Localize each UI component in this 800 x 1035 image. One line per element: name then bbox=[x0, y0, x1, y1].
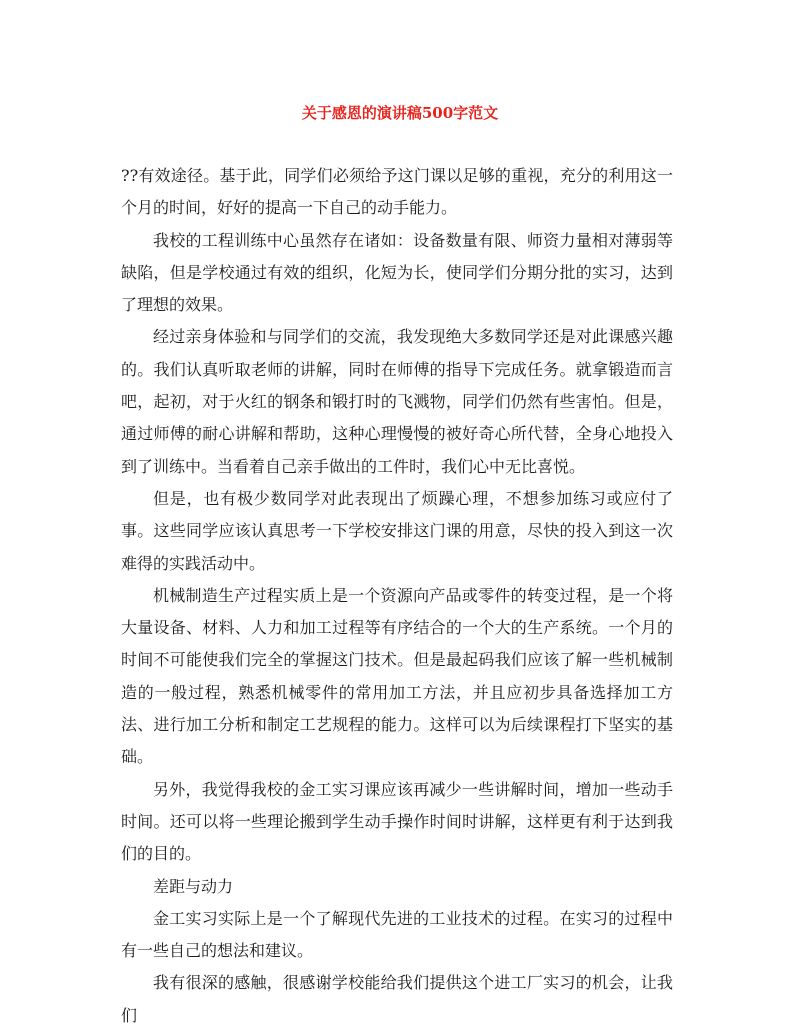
paragraph: 另外，我觉得我校的金工实习课应该再减少一些讲解时间，增加一些动手时间。还可以将一些理论搬到学生动手操作时间时讲解，这样更有利于达到我们的目的。 bbox=[121, 779, 673, 864]
section-heading: 差距与动力 bbox=[153, 876, 234, 896]
paragraph: 我有很深的感触，很感谢学校能给我们提供这个进工厂实习的机会，让我们 bbox=[121, 973, 673, 1025]
document-body bbox=[121, 160, 673, 1032]
paragraph: 机械制造生产过程实质上是一个资源向产品或零件的转变过程，是一个将大量设备、材料、人力和加工过程等有序结合的一个大的生产系统。一个月的时间不可能使我们完全的掌握这门技术。但是最起码我们应该了解一些机械制造的一般过程，熟悉机械零件的常用加工方法，并且应初步具备选择加工方法、进行加工分析和制定工艺规程的能力。这样可以为后续课程打下坚实的基础。 bbox=[121, 585, 673, 767]
paragraph: ??有效途径。基于此，同学们必须给予这门课以足够的重视，充分的利用这一个月的时间，好好的提高一下自己的动手能力。 bbox=[121, 166, 673, 218]
document-title: 关于感恩的演讲稿500字范文 bbox=[301, 104, 499, 122]
paragraph: 金工实习实际上是一个了解现代先进的工业技术的过程。在实习的过程中有一些自己的想法和建议。 bbox=[121, 908, 673, 961]
paragraph: 经过亲身体验和与同学们的交流，我发现绝大多数同学还是对此课感兴趣的。我们认真听取老师的讲解，同时在师傅的指导下完成任务。就拿锻造而言吧，起初，对于火红的钢条和锻打时的飞溅物，同学们仍然有些害怕。但是，通过师傅的耐心讲解和帮助，这种心理慢慢的被好奇心所代替，全身心地投入到了训练中。当看着自己亲手做出的工件时，我们心中无比喜悦。 bbox=[121, 327, 673, 476]
paragraph: 但是，也有极少数同学对此表现出了烦躁心理，不想参加练习或应付了事。这些同学应该认真思考一下学校安排这门课的用意，尽快的投入到这一次难得的实践活动中。 bbox=[121, 488, 673, 573]
paragraph: 我校的工程训练中心虽然存在诸如：设备数量有限、师资力量相对薄弱等缺陷，但是学校通过有效的组织，化短为长，使同学们分期分批的实习，达到了理想的效果。 bbox=[121, 230, 673, 315]
